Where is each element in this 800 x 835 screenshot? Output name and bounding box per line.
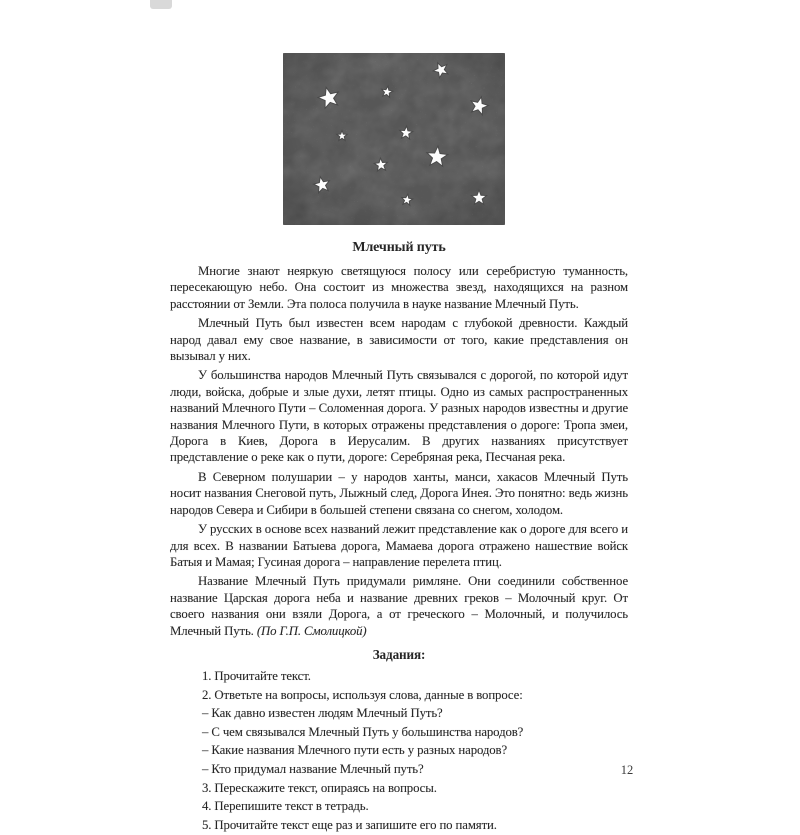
paragraph-4: В Северном полушарии – у народов ханты, манси, хакасов Млечный Путь носит названия Снеговой путь, Лыжный след, Дорога Инея. Это понятно: ведь жизнь народов Севера и Сибири в большей степени связана со снегом, холодом. — [170, 469, 628, 517]
task-item: 4. Перепишите текст в тетрадь. — [202, 799, 369, 814]
task-item: – Какие названия Млечного пути есть у разных народов? — [202, 743, 508, 758]
starfield-vignette — [283, 53, 505, 225]
text-column — [170, 239, 628, 835]
task-item: 5. Прочитайте текст еще раз и запишите его по памяти. — [202, 817, 497, 832]
task-item: – Как давно известен людям Млечный Путь? — [202, 706, 443, 721]
starfield-svg — [283, 53, 505, 225]
paragraph-1: Многие знают неяркую светящуюся полосу или серебристую туманность, пересекающую небо. Она состоит из множества звезд, находящихся на разном расстоянии от Земли. Эта полоса получила в науке название Млечный Путь. — [170, 264, 628, 311]
attribution: (По Г.П. Смолицкой) — [256, 623, 367, 638]
task-item: 1. Прочитайте текст. — [202, 668, 311, 683]
scan-artifact — [150, 0, 172, 9]
paragraph-2: Млечный Путь был известен всем народам с глубокой древности. Каждый народ давал ему свое название, в зависимости от того, какие представления он вызывал у них. — [170, 316, 628, 364]
tasks-list — [170, 668, 628, 833]
page-title: Млечный путь — [352, 240, 446, 255]
task-item: – С чем связывался Млечный Путь у большинства народов? — [202, 724, 524, 739]
page-number: 12 — [620, 763, 634, 777]
tasks-heading: Задания: — [372, 646, 426, 662]
task-item: 2. Ответьте на вопросы, используя слова, данные в вопросе: — [202, 687, 523, 702]
paragraph-6 — [170, 573, 628, 639]
milky-way-figure — [283, 53, 505, 225]
paragraph-3: У большинства народов Млечный Путь связывался с дорогой, по которой идут люди, войска, добрые и злые духи, летят птицы. Одно из самых распространенных названий Млечного Пути – Соломенная дорога. У разных народов известны и другие названия Млечного Пути, в которых отражены представления о дороге: Тропа змеи, Дорога в Киев, Дорога в Иерусалим. В других названиях присутствует представление о реке как о пути, дороге: Серебряная река, Песчаная река. — [170, 368, 628, 465]
paragraph-6-text: Название Млечный Путь придумали римляне. Они соединили собственное название Царская дорога неба и название древних греков – Молочный круг. От своего названия они взяли Дорога, а от греческого – Молочный, и получилось Млечный Путь. — [170, 574, 628, 638]
task-item: – Кто придумал название Млечный путь? — [202, 761, 424, 776]
task-item: 3. Перескажите текст, опираясь на вопросы. — [202, 780, 437, 795]
paragraph-5: У русских в основе всех названий лежит представление как о дороге для всего и для всех. В названии Батыева дорога, Мамаева дорога отражено нашествие войск Батыя и Мамая; Гусиная дорога – направление перелета птиц. — [170, 522, 628, 569]
